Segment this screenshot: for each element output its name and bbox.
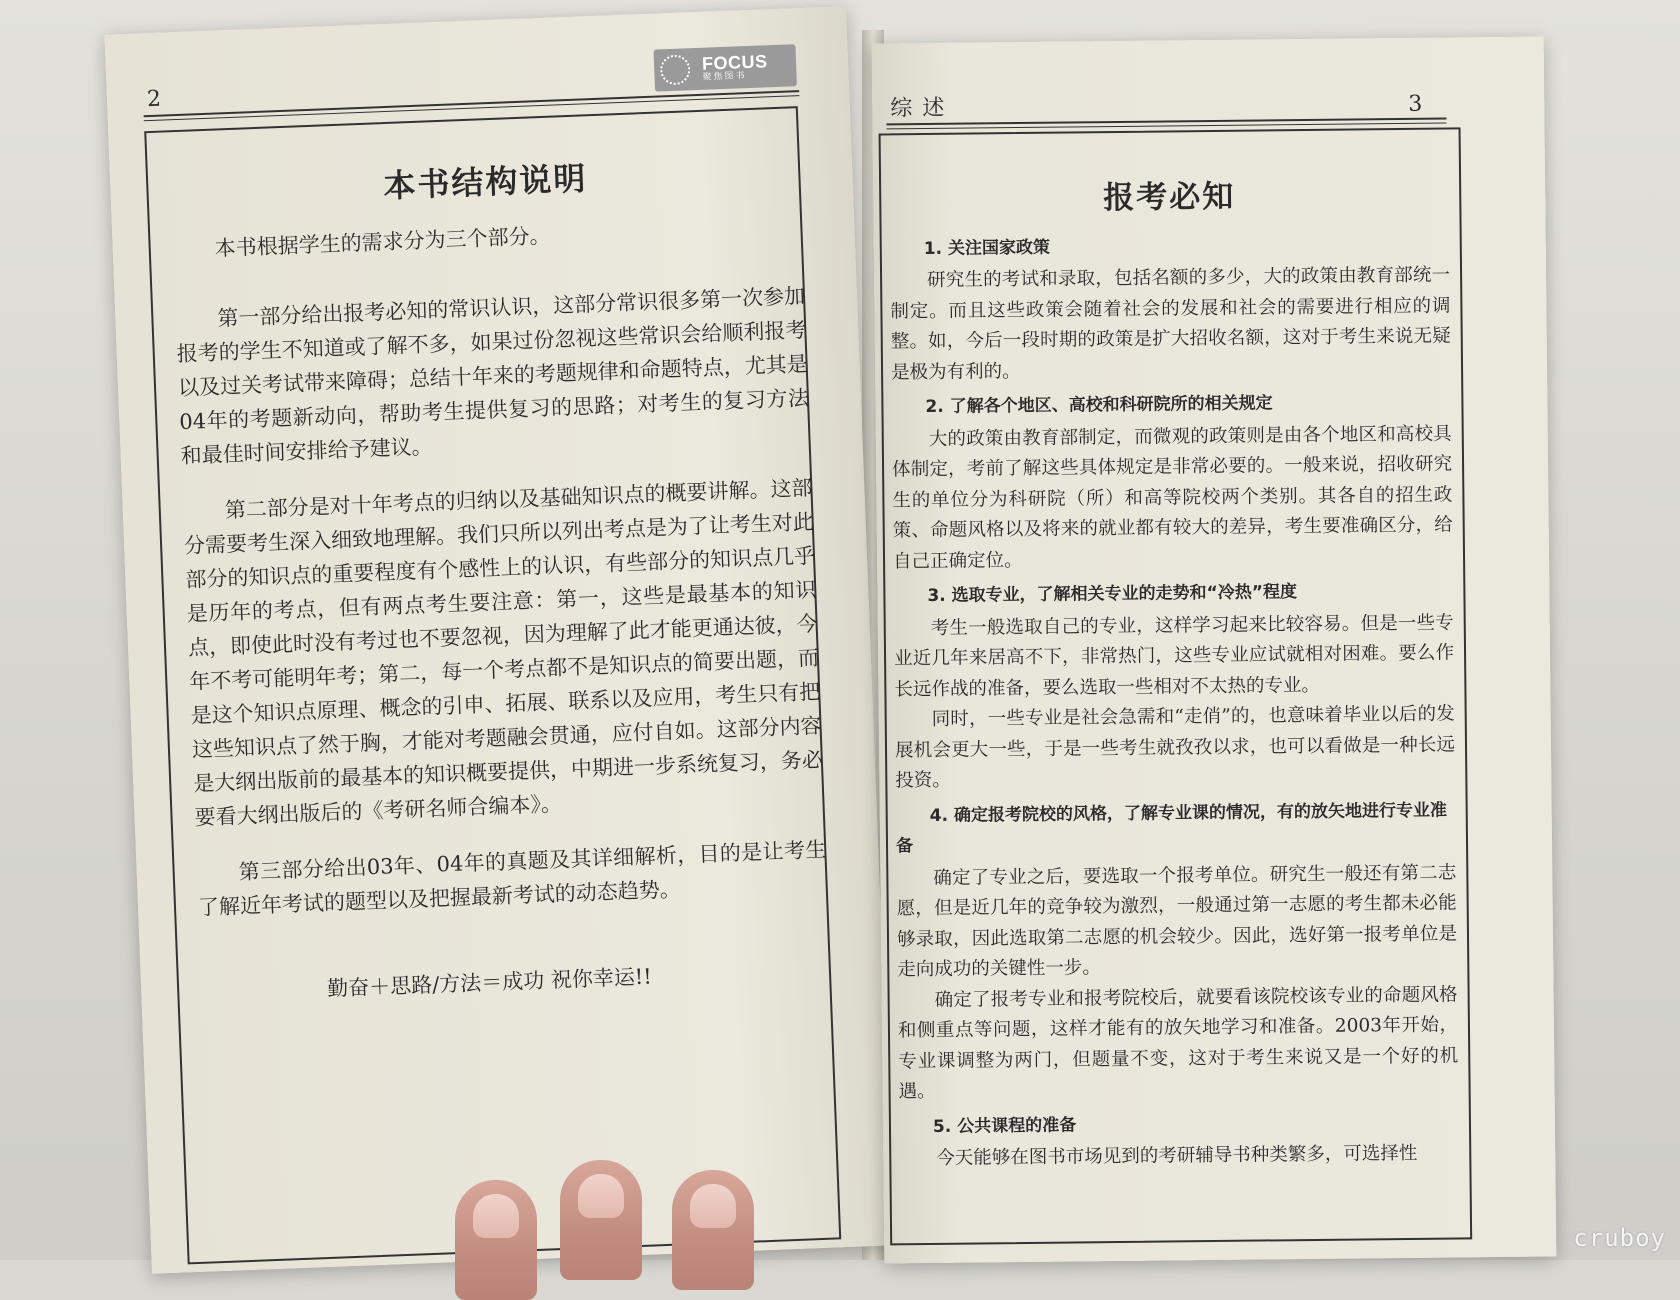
left-content — [170, 153, 832, 1033]
fingernail — [578, 1174, 624, 1218]
section-heading-4: 4. 确定报考院校的风格，了解专业课的情况，有的放矢地进行专业准备 — [895, 800, 1448, 857]
fingernail — [690, 1184, 736, 1228]
finger-middle — [560, 1160, 642, 1280]
focus-logo-icon — [660, 54, 691, 85]
section-2-paragraph-1: 大的政策由教育部制定，而微观的政策则是由各个地区和高校具体制定，考前了解这些具体规定是非常必要的。一般来说，招收研究生的单位分为科研院（所）和高等院校两个类别。其各自的招生政策、命题风格以及将来的就业都有较大的差异，考生要准确区分，给自己正确定位。 — [891, 422, 1453, 572]
left-page-number: 2 — [146, 86, 162, 113]
section-heading-5: 5. 公共课程的准备 — [932, 1114, 1077, 1137]
finger-right — [672, 1170, 754, 1290]
section-3-paragraph-1: 考生一般选取自己的专业，这样学习起来比较容易。但是一些专业近几年来居高不下，非常热门，这些专业应试就相对困难。要么作长远作战的准备，要么选取一些相对不太热的专业。 — [893, 611, 1455, 700]
section-heading-3: 3. 选取专业，了解相关专业的走势和“冷热”程度 — [927, 582, 1298, 606]
section-4-paragraph-1: 确定了专业之后，要选取一个报考单位。研究生一般还有第二志愿，但是近几年的竞争较为激烈，一般通过第一志愿的考生都未必能够录取，因此选取第二志愿的机会较少。因此，选好第一报考单位是走向成功的关键性一步。 — [896, 861, 1458, 981]
right-page-title: 报考必知 — [1103, 178, 1236, 217]
left-page-title: 本书结构说明 — [382, 159, 589, 206]
section-1-paragraph-1: 研究生的考试和录取，包括名额的多少，大的政策由教育部统一制定。而且这些政策会随着社会的发展和社会的需要进行相应的调整。如，今后一段时期的政策是扩大招收名额，这对于考生来说无疑是极为有利的。 — [890, 264, 1451, 383]
left-page — [104, 6, 893, 1274]
section-4-paragraph-2: 确定了报考专业和报考院校后，就要看该院校该专业的命题风格和侧重点等问题，这样才能有的放矢地学习和准备。2003年开始，专业课调整为两门，但题量不变，这对于考生来说又是一个好的机遇。 — [897, 983, 1459, 1103]
section-5-paragraph-1: 今天能够在图书市场见到的考研辅导书种类繁多，可选择性 — [936, 1142, 1418, 1169]
right-header-label: 综述 — [890, 95, 955, 122]
left-paragraph-intro: 本书根据学生的需求分为三个部分。 — [214, 223, 551, 261]
right-page — [872, 37, 1557, 1264]
left-paragraph-part3: 第三部分给出03年、04年的真题及其详细解析，目的是让考生了解近年考试的题型以及把握最新考试的动态趋势。 — [197, 837, 827, 920]
focus-logo — [653, 44, 797, 91]
finger-left — [455, 1180, 537, 1300]
section-heading-2: 2. 了解各个地区、高校和科研院所的相关规定 — [925, 393, 1273, 418]
logo-main-text: FOCUS — [701, 51, 768, 74]
right-content — [889, 180, 1459, 1175]
section-3-paragraph-2: 同时，一些专业是社会急需和“走俏”的，也意味着毕业以后的发展机会更大一些，于是一些考生就孜孜以求，也可以看做是一种长远投资。 — [894, 703, 1456, 792]
section-heading-1: 1. 关注国家政策 — [923, 237, 1051, 259]
fingernail — [473, 1194, 519, 1238]
left-paragraph-part2: 第二部分是对十年考点的归纳以及基础知识点的概要讲解。这部分需要考生深入细致地理解。我们只所以列出考点是为了让考生对此部分的知识点的重要程度有个感性上的认识，有些部分的知识点几乎是历年的考点，但有两点考生要注意：第一，这些是最基本的知识点，即使此时没有考过也不要忽视，因为理解了此才能更通达彼，今年不考可能明年考；第二，每一个考点都不是知识点的简要出题，而是这个知识点原理、概念的引申、拓展、联系以及应用，考生只有把这些知识点了然于胸，才能对考题融会贯通，应付自如。这部分内容是大纲出版前的最基本的知识概要提供，中期进一步系统复习，务必要看大纲出版后的《考研名师合编本》。 — [183, 475, 824, 830]
left-paragraph-part1: 第一部分给出报考必知的常识认识，这部分常识很多第一次参加报考的学生不知道或了解不多，如果过份忽视这些常识会给顺利报考以及过关考试带来障碍；总结十年来的考题规律和命题特点，尤其是04年的考题新动向，帮助考生提供复习的思路；对考生的复习方法和最佳时间安排给予建议。 — [176, 284, 810, 469]
watermark: cruboy — [1573, 1224, 1666, 1252]
left-motto: 勤奋＋思路/方法＝成功 祝你幸运!! — [326, 964, 653, 1001]
logo-sub-text: 聚焦图书 — [702, 70, 747, 83]
right-page-number: 3 — [1408, 91, 1423, 117]
